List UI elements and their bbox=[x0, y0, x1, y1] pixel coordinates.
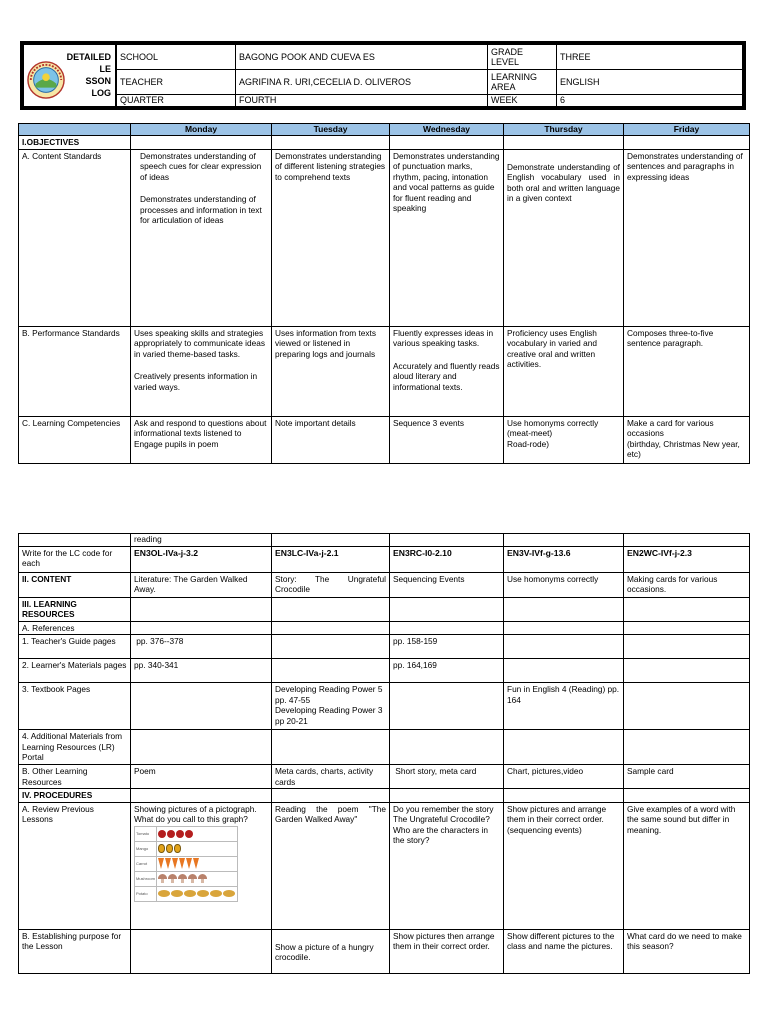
content-friday: Making cards for various occasions. bbox=[624, 572, 750, 597]
ps-friday: Composes three-to-five sentence paragraph. bbox=[624, 326, 750, 416]
lc-code-tuesday: EN3LC-IVa-j-2.1 bbox=[272, 546, 390, 572]
lc-monday-continued: reading bbox=[131, 534, 272, 547]
learners-materials-monday: pp. 340-341 bbox=[131, 659, 272, 683]
week-value: 6 bbox=[557, 94, 743, 106]
week-label: WEEK bbox=[488, 94, 557, 106]
content-standards-label: A. Content Standards bbox=[19, 149, 131, 326]
table-row bbox=[19, 765, 750, 789]
carrot-icon bbox=[172, 858, 178, 869]
tomato-icon bbox=[158, 830, 166, 838]
grade-value: THREE bbox=[557, 45, 743, 70]
purpose-tuesday: Show a picture of a hungry crocodile. bbox=[272, 929, 390, 973]
content-tuesday: Story: The Ungrateful Crocodile bbox=[272, 572, 390, 597]
dll-title-cell bbox=[24, 45, 117, 107]
references-label: A. References bbox=[19, 621, 131, 635]
other-resources-monday: Poem bbox=[131, 765, 272, 789]
teacher-value: AGRIFINA R. URI,CECELIA D. OLIVEROS bbox=[236, 69, 488, 94]
learning-resources-heading: III. LEARNING RESOURCES bbox=[19, 597, 131, 621]
objectives-table bbox=[18, 123, 750, 464]
content-monday: Literature: The Garden Walked Away. bbox=[131, 572, 272, 597]
lc-code-wednesday: EN3RC-I0-2.10 bbox=[390, 546, 504, 572]
day-header-monday: Monday bbox=[131, 124, 272, 136]
table-row bbox=[19, 929, 750, 973]
mushroom-icon bbox=[158, 874, 167, 883]
review-friday: Give examples of a word with the same sound but differ in meaning. bbox=[624, 802, 750, 929]
ps-tuesday: Uses information from texts viewed or listened in preparing logs and journals bbox=[272, 326, 390, 416]
pictograph-label: Potato bbox=[135, 886, 157, 901]
lc-tuesday: Note important details bbox=[272, 416, 390, 463]
corner-cell bbox=[19, 124, 131, 136]
learning-competencies-label: C. Learning Competencies bbox=[19, 416, 131, 463]
potato-icon bbox=[210, 890, 222, 897]
carrot-icon bbox=[179, 858, 185, 869]
lc-code-monday: EN3OL-IVa-j-3.2 bbox=[131, 546, 272, 572]
carrot-icon bbox=[186, 858, 192, 869]
other-resources-label: B. Other Learning Resources bbox=[19, 765, 131, 789]
other-resources-thursday: Chart, pictures,video bbox=[504, 765, 624, 789]
textbook-thursday: Fun in English 4 (Reading) pp. 164 bbox=[504, 683, 624, 730]
table-row bbox=[19, 546, 750, 572]
table-row bbox=[19, 659, 750, 683]
carrot-icon bbox=[158, 858, 164, 869]
mango-icon bbox=[158, 844, 165, 853]
day-header-wednesday: Wednesday bbox=[390, 124, 504, 136]
additional-materials-label: 4. Additional Materials from Learning Resources (LR) Portal bbox=[19, 730, 131, 765]
ps-thursday: Proficiency uses English vocabulary in varied and creative oral and written activities. bbox=[504, 326, 624, 416]
mango-icon bbox=[174, 844, 181, 853]
performance-standards-label: B. Performance Standards bbox=[19, 326, 131, 416]
mango-icon bbox=[166, 844, 173, 853]
lc-code-label: Write for the LC code for each bbox=[19, 546, 131, 572]
potato-icon bbox=[184, 890, 196, 897]
review-monday: Showing pictures of a pictograph. What do you call to this graph? bbox=[134, 803, 257, 824]
lc-code-thursday: EN3V-IVf-g-13.6 bbox=[504, 546, 624, 572]
day-header-friday: Friday bbox=[624, 124, 750, 136]
potato-icon bbox=[197, 890, 209, 897]
pictograph-label: Carrot bbox=[135, 856, 157, 871]
lesson-log-header bbox=[20, 41, 746, 110]
teachers-guide-label: 1. Teacher's Guide pages bbox=[19, 635, 131, 659]
objectives-heading: I.OBJECTIVES bbox=[19, 136, 131, 150]
table-row bbox=[19, 683, 750, 730]
other-resources-tuesday: Meta cards, charts, activity cards bbox=[272, 765, 390, 789]
cs-wednesday: Demonstrates understanding of punctuation marks, rhythm, pacing, intonation and vocal patterns as guide for fluent reading and speaking bbox=[390, 149, 504, 326]
procedures-heading: IV. PROCEDURES bbox=[19, 789, 131, 803]
review-tuesday: Reading the poem "The Garden Walked Away" bbox=[272, 802, 390, 929]
tomato-icon bbox=[185, 830, 193, 838]
purpose-label: B. Establishing purpose for the Lesson bbox=[19, 929, 131, 973]
pictograph-label: Mango bbox=[135, 841, 157, 856]
pictograph-image bbox=[134, 826, 238, 902]
potato-icon bbox=[158, 890, 170, 897]
lc-friday: Make a card for various occasions (birthday, Christmas New year, etc) bbox=[624, 416, 750, 463]
teachers-guide-monday: pp. 376-‐378 bbox=[131, 635, 272, 659]
learners-materials-wednesday: pp. 164,169 bbox=[390, 659, 504, 683]
content-heading: II. CONTENT bbox=[19, 572, 131, 597]
table-row bbox=[19, 149, 750, 326]
area-label: LEARNING AREA bbox=[488, 69, 557, 94]
table-row bbox=[19, 802, 750, 929]
content-wednesday: Sequencing Events bbox=[390, 572, 504, 597]
day-header-tuesday: Tuesday bbox=[272, 124, 390, 136]
grade-label: GRADE LEVEL bbox=[488, 45, 557, 70]
area-value: ENGLISH bbox=[557, 69, 743, 94]
table-row bbox=[19, 326, 750, 416]
cs-monday-1: Demonstrates understanding of speech cues for clear expression of ideas bbox=[140, 150, 262, 182]
potato-icon bbox=[171, 890, 183, 897]
lc-monday: Ask and respond to questions about informational texts listened to Engage pupils in poem bbox=[131, 416, 272, 463]
table-row bbox=[19, 416, 750, 463]
table-row bbox=[19, 730, 750, 765]
tomato-icon bbox=[167, 830, 175, 838]
school-value: BAGONG POOK AND CUEVA ES bbox=[236, 45, 488, 70]
textbook-label: 3. Textbook Pages bbox=[19, 683, 131, 730]
other-resources-friday: Sample card bbox=[624, 765, 750, 789]
quarter-value: FOURTH bbox=[236, 94, 488, 106]
ps-wednesday-2: Accurately and fluently reads aloud literary and informational texts. bbox=[393, 360, 500, 392]
purpose-wednesday: Show pictures then arrange them in their correct order. bbox=[390, 929, 504, 973]
mushroom-icon bbox=[168, 874, 177, 883]
tomato-icon bbox=[176, 830, 184, 838]
school-label: SCHOOL bbox=[116, 45, 236, 70]
ps-monday-1: Uses speaking skills and strategies appropriately to communicate ideas in varied theme-based tasks. bbox=[134, 327, 265, 359]
potato-icon bbox=[223, 890, 235, 897]
other-resources-wednesday: Short story, meta card bbox=[390, 765, 504, 789]
review-label: A. Review Previous Lessons bbox=[19, 802, 131, 929]
carrot-icon bbox=[165, 858, 171, 869]
pictograph-label: Tomato bbox=[135, 826, 157, 841]
carrot-icon bbox=[193, 858, 199, 869]
teachers-guide-wednesday: pp. 158-159 bbox=[390, 635, 504, 659]
lc-thursday: Use homonyms correctly (meat-meet) Road-rode) bbox=[504, 416, 624, 463]
quarter-label: QUARTER bbox=[116, 94, 236, 106]
table-row bbox=[19, 572, 750, 597]
mushroom-icon bbox=[178, 874, 187, 883]
mushroom-icon bbox=[188, 874, 197, 883]
ps-wednesday-1: Fluently expresses ideas in various speaking tasks. bbox=[393, 327, 494, 348]
ps-monday-2: Creatively presents information in varied ways. bbox=[134, 371, 258, 392]
textbook-tuesday: Developing Reading Power 5 pp. 47-55 Developing Reading Power 3 pp 20-21 bbox=[272, 683, 390, 730]
dll-title: DETAILED LE SSON LOG bbox=[66, 52, 111, 98]
lc-wednesday: Sequence 3 events bbox=[390, 416, 504, 463]
purpose-thursday: Show different pictures to the class and name the pictures. bbox=[504, 929, 624, 973]
content-thursday: Use homonyms correctly bbox=[504, 572, 624, 597]
day-header-thursday: Thursday bbox=[504, 124, 624, 136]
resources-procedures-table bbox=[18, 533, 750, 974]
purpose-friday: What card do we need to make this season? bbox=[624, 929, 750, 973]
table-row bbox=[19, 635, 750, 659]
lc-code-friday: EN2WC-IVf-j-2.3 bbox=[624, 546, 750, 572]
review-thursday: Show pictures and arrange them in their correct order. (sequencing events) bbox=[504, 802, 624, 929]
review-wednesday: Do you remember the story The Ungrateful Crocodile? Who are the characters in the story? bbox=[390, 802, 504, 929]
cs-thursday: Demonstrate understanding of English vocabulary used in both oral and written language in a given context bbox=[504, 149, 624, 326]
pictograph-label: Mushroom bbox=[135, 871, 157, 886]
school-seal-icon bbox=[27, 61, 65, 99]
cs-friday: Demonstrates understanding of sentences and paragraphs in expressing ideas bbox=[624, 149, 750, 326]
cs-monday-2: Demonstrates understanding of processes and information in text for articulation of ideas bbox=[140, 194, 262, 225]
teacher-label: TEACHER bbox=[116, 69, 236, 94]
mushroom-icon bbox=[198, 874, 207, 883]
learners-materials-label: 2. Learner's Materials pages bbox=[19, 659, 131, 683]
cs-tuesday: Demonstrates understanding of different listening strategies to comprehend texts bbox=[272, 149, 390, 326]
